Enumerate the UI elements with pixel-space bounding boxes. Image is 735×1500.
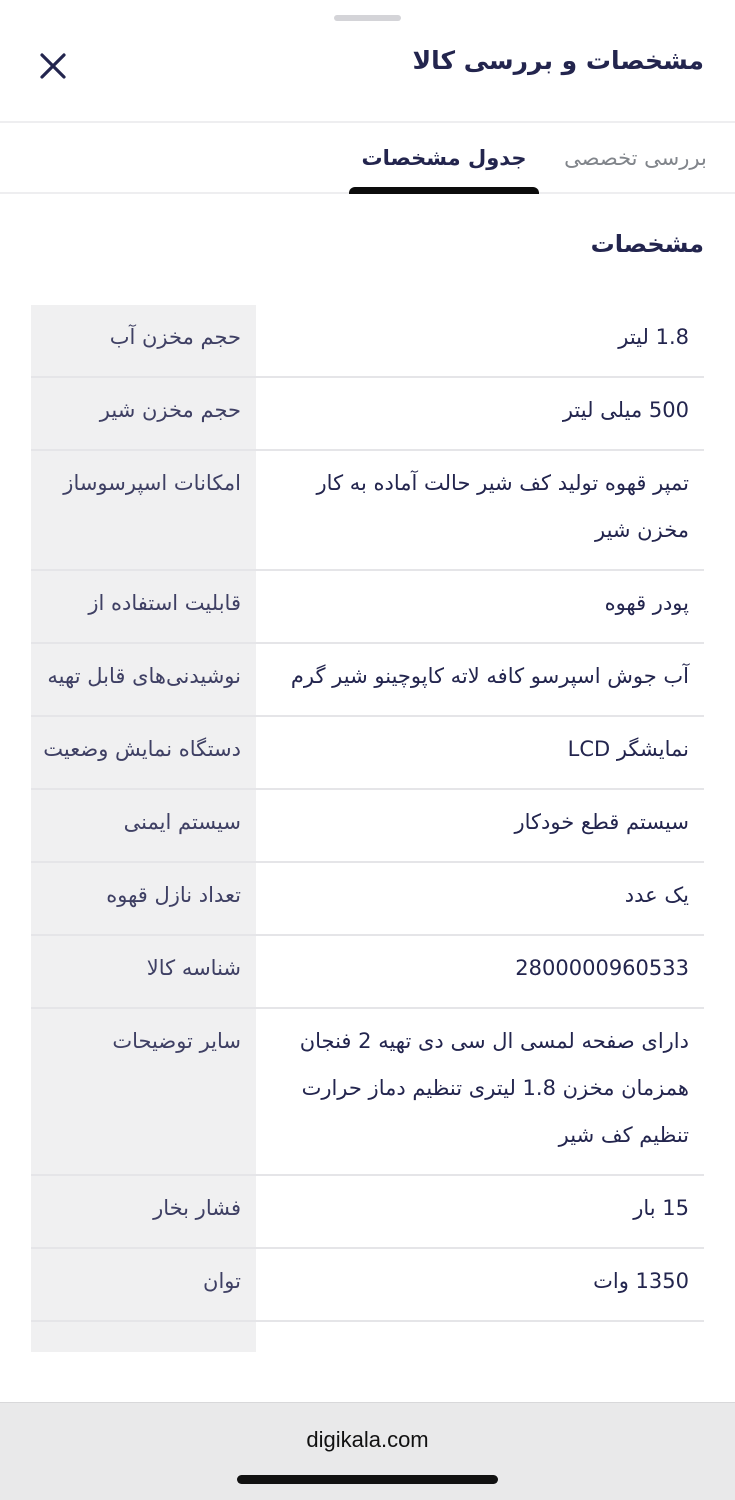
spec-key: نوشیدنی‌های قابل تهیه xyxy=(31,644,256,715)
spec-value xyxy=(256,1322,704,1352)
spec-value: 2800000960533 xyxy=(515,956,689,980)
spec-key: توان xyxy=(31,1249,256,1320)
spec-key: امکانات اسپرسوساز xyxy=(31,451,256,569)
spec-key: تعداد نازل قهوه xyxy=(31,863,256,934)
spec-key: سیستم ایمنی xyxy=(31,790,256,861)
spec-row xyxy=(31,1249,704,1322)
spec-row xyxy=(31,863,704,936)
tab-expert-review[interactable]: بررسی تخصصی xyxy=(564,146,707,170)
spec-value: یک عدد xyxy=(624,883,689,907)
sheet-title: مشخصات و بررسی کالا xyxy=(412,46,704,75)
spec-row xyxy=(31,451,704,571)
sheet-header xyxy=(0,0,735,123)
spec-row xyxy=(31,790,704,863)
tab-bar xyxy=(0,124,735,194)
home-indicator[interactable] xyxy=(237,1475,498,1484)
spec-value: 500 میلی لیتر xyxy=(562,398,689,422)
spec-key: دستگاه نمایش وضعیت xyxy=(31,717,256,788)
spec-value: 15 بار xyxy=(633,1196,689,1220)
spec-row xyxy=(31,1176,704,1249)
spec-value: تمپر قهوه تولید کف شیر حالت آماده به کار مخزن شیر xyxy=(316,471,689,542)
specs-section-title: مشخصات xyxy=(590,230,704,258)
spec-key: سایر توضیحات xyxy=(31,1009,256,1174)
spec-row xyxy=(31,1009,704,1176)
tab-specs-table[interactable]: جدول مشخصات xyxy=(361,146,527,170)
spec-row xyxy=(31,305,704,378)
spec-key: حجم مخزن آب xyxy=(31,305,256,376)
url-text[interactable]: digikala.com xyxy=(306,1427,429,1452)
spec-value: سیستم قطع خودکار xyxy=(514,810,689,834)
spec-value: نمایشگر LCD xyxy=(567,737,689,761)
spec-row xyxy=(31,378,704,451)
spec-value: دارای صفحه لمسی ال سی دی تهیه 2 فنجان همزمان مخزن 1.8 لیتری تنظیم دماز حرارت تنظیم کف شیر xyxy=(299,1029,689,1147)
spec-key: فشار بخار xyxy=(31,1176,256,1247)
spec-key xyxy=(31,1322,256,1352)
close-button[interactable] xyxy=(32,45,74,87)
spec-key: حجم مخزن شیر xyxy=(31,378,256,449)
spec-value: 1350 وات xyxy=(593,1269,689,1293)
spec-row xyxy=(31,571,704,644)
spec-key: شناسه کالا xyxy=(31,936,256,1007)
spec-value: 1.8 لیتر xyxy=(618,325,689,349)
spec-row xyxy=(31,936,704,1009)
spec-value: آب جوش اسپرسو کافه لاته کاپوچینو شیر گرم xyxy=(290,664,689,688)
specs-table xyxy=(31,305,704,1352)
browser-address-bar[interactable] xyxy=(0,1402,735,1500)
spec-row-partial xyxy=(31,1322,704,1352)
spec-key: قابلیت استفاده از xyxy=(31,571,256,642)
spec-row xyxy=(31,717,704,790)
close-icon xyxy=(39,52,67,80)
active-tab-indicator xyxy=(349,187,539,194)
spec-row xyxy=(31,644,704,717)
spec-value: پودر قهوه xyxy=(604,591,689,615)
